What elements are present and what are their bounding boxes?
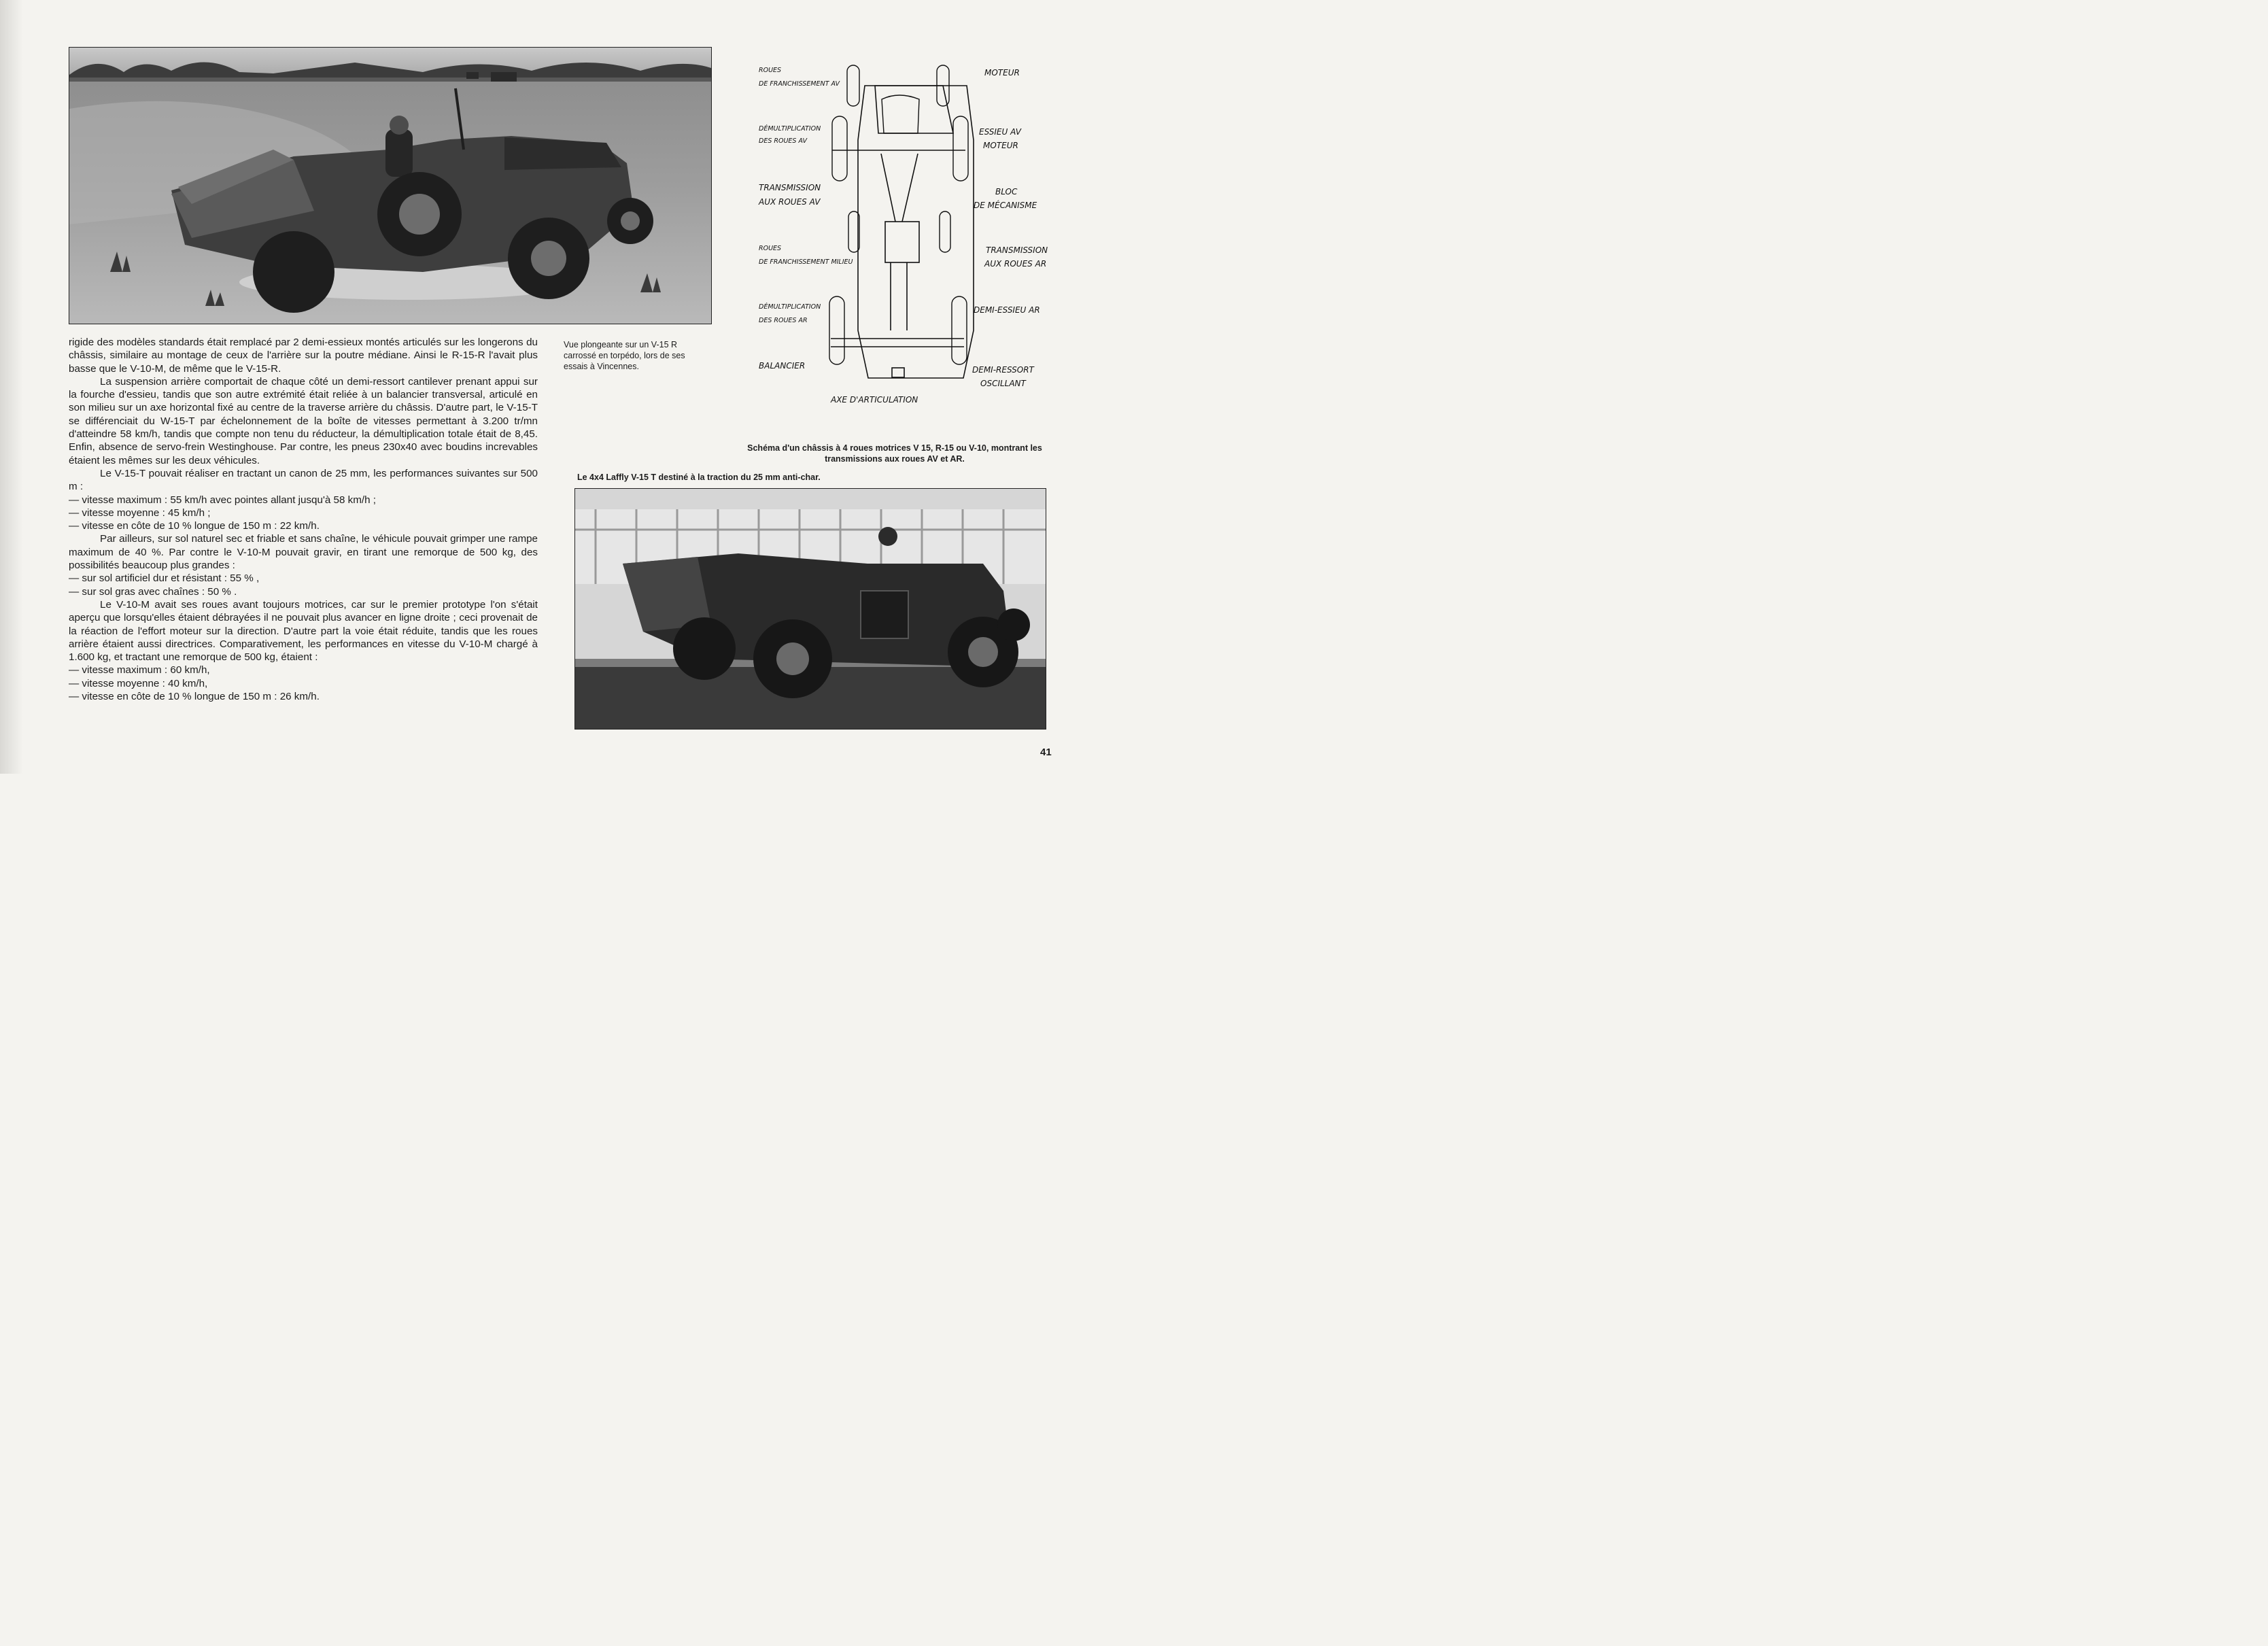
label-oscillant: OSCILLANT: [980, 379, 1026, 388]
paragraph: La suspension arrière comportait de chaque côté un demi-ressort cantilever prenant appui sur la fourche d'essieu, tandis que son autre extrémité était reliée à un balancier transversal, articulé en son milieu sur un axe horizontal fixé au centre de la traverse arrière du châssis. D'autre part, le V-15-T se différenciait du W-15-T par échelonnement de la boîte de vitesses permettant à 3.200 tr/mn d'atteindre 58 km/h, tandis que compte non tenu du réducteur, la démultiplication totale était de 8,45. Enfin, absence de servo-frein Westinghouse. Par contre, les pneus 230x40 avec boudins increvables étaient les mêmes sur les deux véhicules.: [69, 375, 538, 466]
list-item: — vitesse maximum : 55 km/h avec pointes allant jusqu'à 58 km/h ;: [69, 494, 376, 506]
label-demultiplication-av: DÉMULTIPLICATION: [759, 125, 821, 133]
paragraph: Par ailleurs, sur sol naturel sec et friable et sans chaîne, le véhicule pouvait grimper une rampe maximum de 40 %. Par contre le V-10-M pouvait gravir, en tirant une remorque de 500 kg, des possibilités beaucoup plus grandes :: [69, 533, 538, 572]
list-item: — vitesse moyenne : 45 km/h ;: [69, 507, 211, 519]
photo-v15t-laffly: [574, 488, 1046, 730]
label-demi-ressort: DEMI-RESSORT: [972, 365, 1034, 375]
label-roues-av: ROUES: [759, 67, 782, 74]
caption-top-photo: Vue plongeante sur un V-15 R carrossé en torpédo, lors de ses essais à Vincennes.: [564, 340, 685, 371]
label-de-mecanisme: DE MÉCANISME: [974, 201, 1037, 210]
page-spine-shadow: [0, 0, 23, 774]
label-axe-articulation: AXE D'ARTICULATION: [831, 395, 918, 405]
paragraph: rigide des modèles standards était remplacé par 2 demi-essieux montés articulés sur les longerons du châssis, similaire au montage de ceux de l'arrière sur la poutre médiane. Ainsi le R-15-R l'avait plus basse que le V-10-M, de même que le V-15-R.: [69, 337, 538, 375]
label-moteur: MOTEUR: [984, 68, 1020, 78]
label-aux-roues-av: AUX ROUES AV: [759, 197, 821, 207]
list-item: — vitesse moyenne : 40 km/h,: [69, 677, 208, 689]
list-item: — vitesse maximum : 60 km/h,: [69, 664, 210, 676]
list-item: — vitesse en côte de 10 % longue de 150 m : 22 km/h.: [69, 520, 320, 532]
label-roues-milieu: ROUES: [759, 245, 782, 252]
paragraph: Le V-15-T pouvait réaliser en tractant un canon de 25 mm, les performances suivantes sur 500 m :: [69, 467, 538, 493]
label-essieu-av: ESSIEU AV: [979, 127, 1021, 137]
label-demultiplication-ar: DÉMULTIPLICATION: [759, 303, 821, 311]
photo-v15r-vincennes: [69, 47, 712, 324]
label-balancier: BALANCIER: [759, 361, 806, 371]
page-number: 41: [1040, 747, 1052, 758]
article-body: [69, 336, 538, 703]
list-item: — sur sol gras avec chaînes : 50 % .: [69, 585, 237, 598]
list-item: — vitesse en côte de 10 % longue de 150 m : 26 km/h.: [69, 691, 320, 703]
caption-bottom-photo: Le 4x4 Laffly V-15 T destiné à la traction du 25 mm anti-char.: [577, 473, 821, 482]
chassis-diagram: [756, 58, 1048, 412]
label-franchissement-av: DE FRANCHISSEMENT AV: [759, 80, 840, 88]
paragraph: Le V-10-M avait ses roues avant toujours motrices, car sur le premier prototype l'on s'était aperçu que lorsqu'elles étaient débrayées il ne pouvait plus avancer en ligne droite ; ceci provenait de la réaction de l'effort moteur sur la direction. D'autre part la voie était réduite, tandis que les roues arrière étaient aussi directrices. Comparativement, les performances en vitesse du V-10-M chargé à 1.600 kg, et tractant une remorque de 500 kg, étaient :: [69, 598, 538, 664]
label-bloc: BLOC: [995, 187, 1018, 196]
label-essieu-moteur: MOTEUR: [983, 141, 1018, 150]
label-franchissement-milieu: DE FRANCHISSEMENT MILIEU: [759, 258, 853, 266]
label-aux-roues-ar: AUX ROUES AR: [984, 259, 1047, 269]
list-item: — sur sol artificiel dur et résistant : 55 % ,: [69, 572, 260, 585]
label-des-roues-av: DES ROUES AV: [759, 137, 807, 145]
label-demi-essieu-ar: DEMI-ESSIEU AR: [974, 305, 1040, 315]
label-transmission-ar: TRANSMISSION: [986, 245, 1048, 255]
caption-schema: Schéma d'un châssis à 4 roues motrices V 15, R-15 ou V-10, montrant les transmissions aux roues AV et AR.: [747, 443, 1042, 464]
label-des-roues-ar: DES ROUES AR: [759, 317, 808, 324]
label-transmission-av: TRANSMISSION: [759, 183, 821, 192]
